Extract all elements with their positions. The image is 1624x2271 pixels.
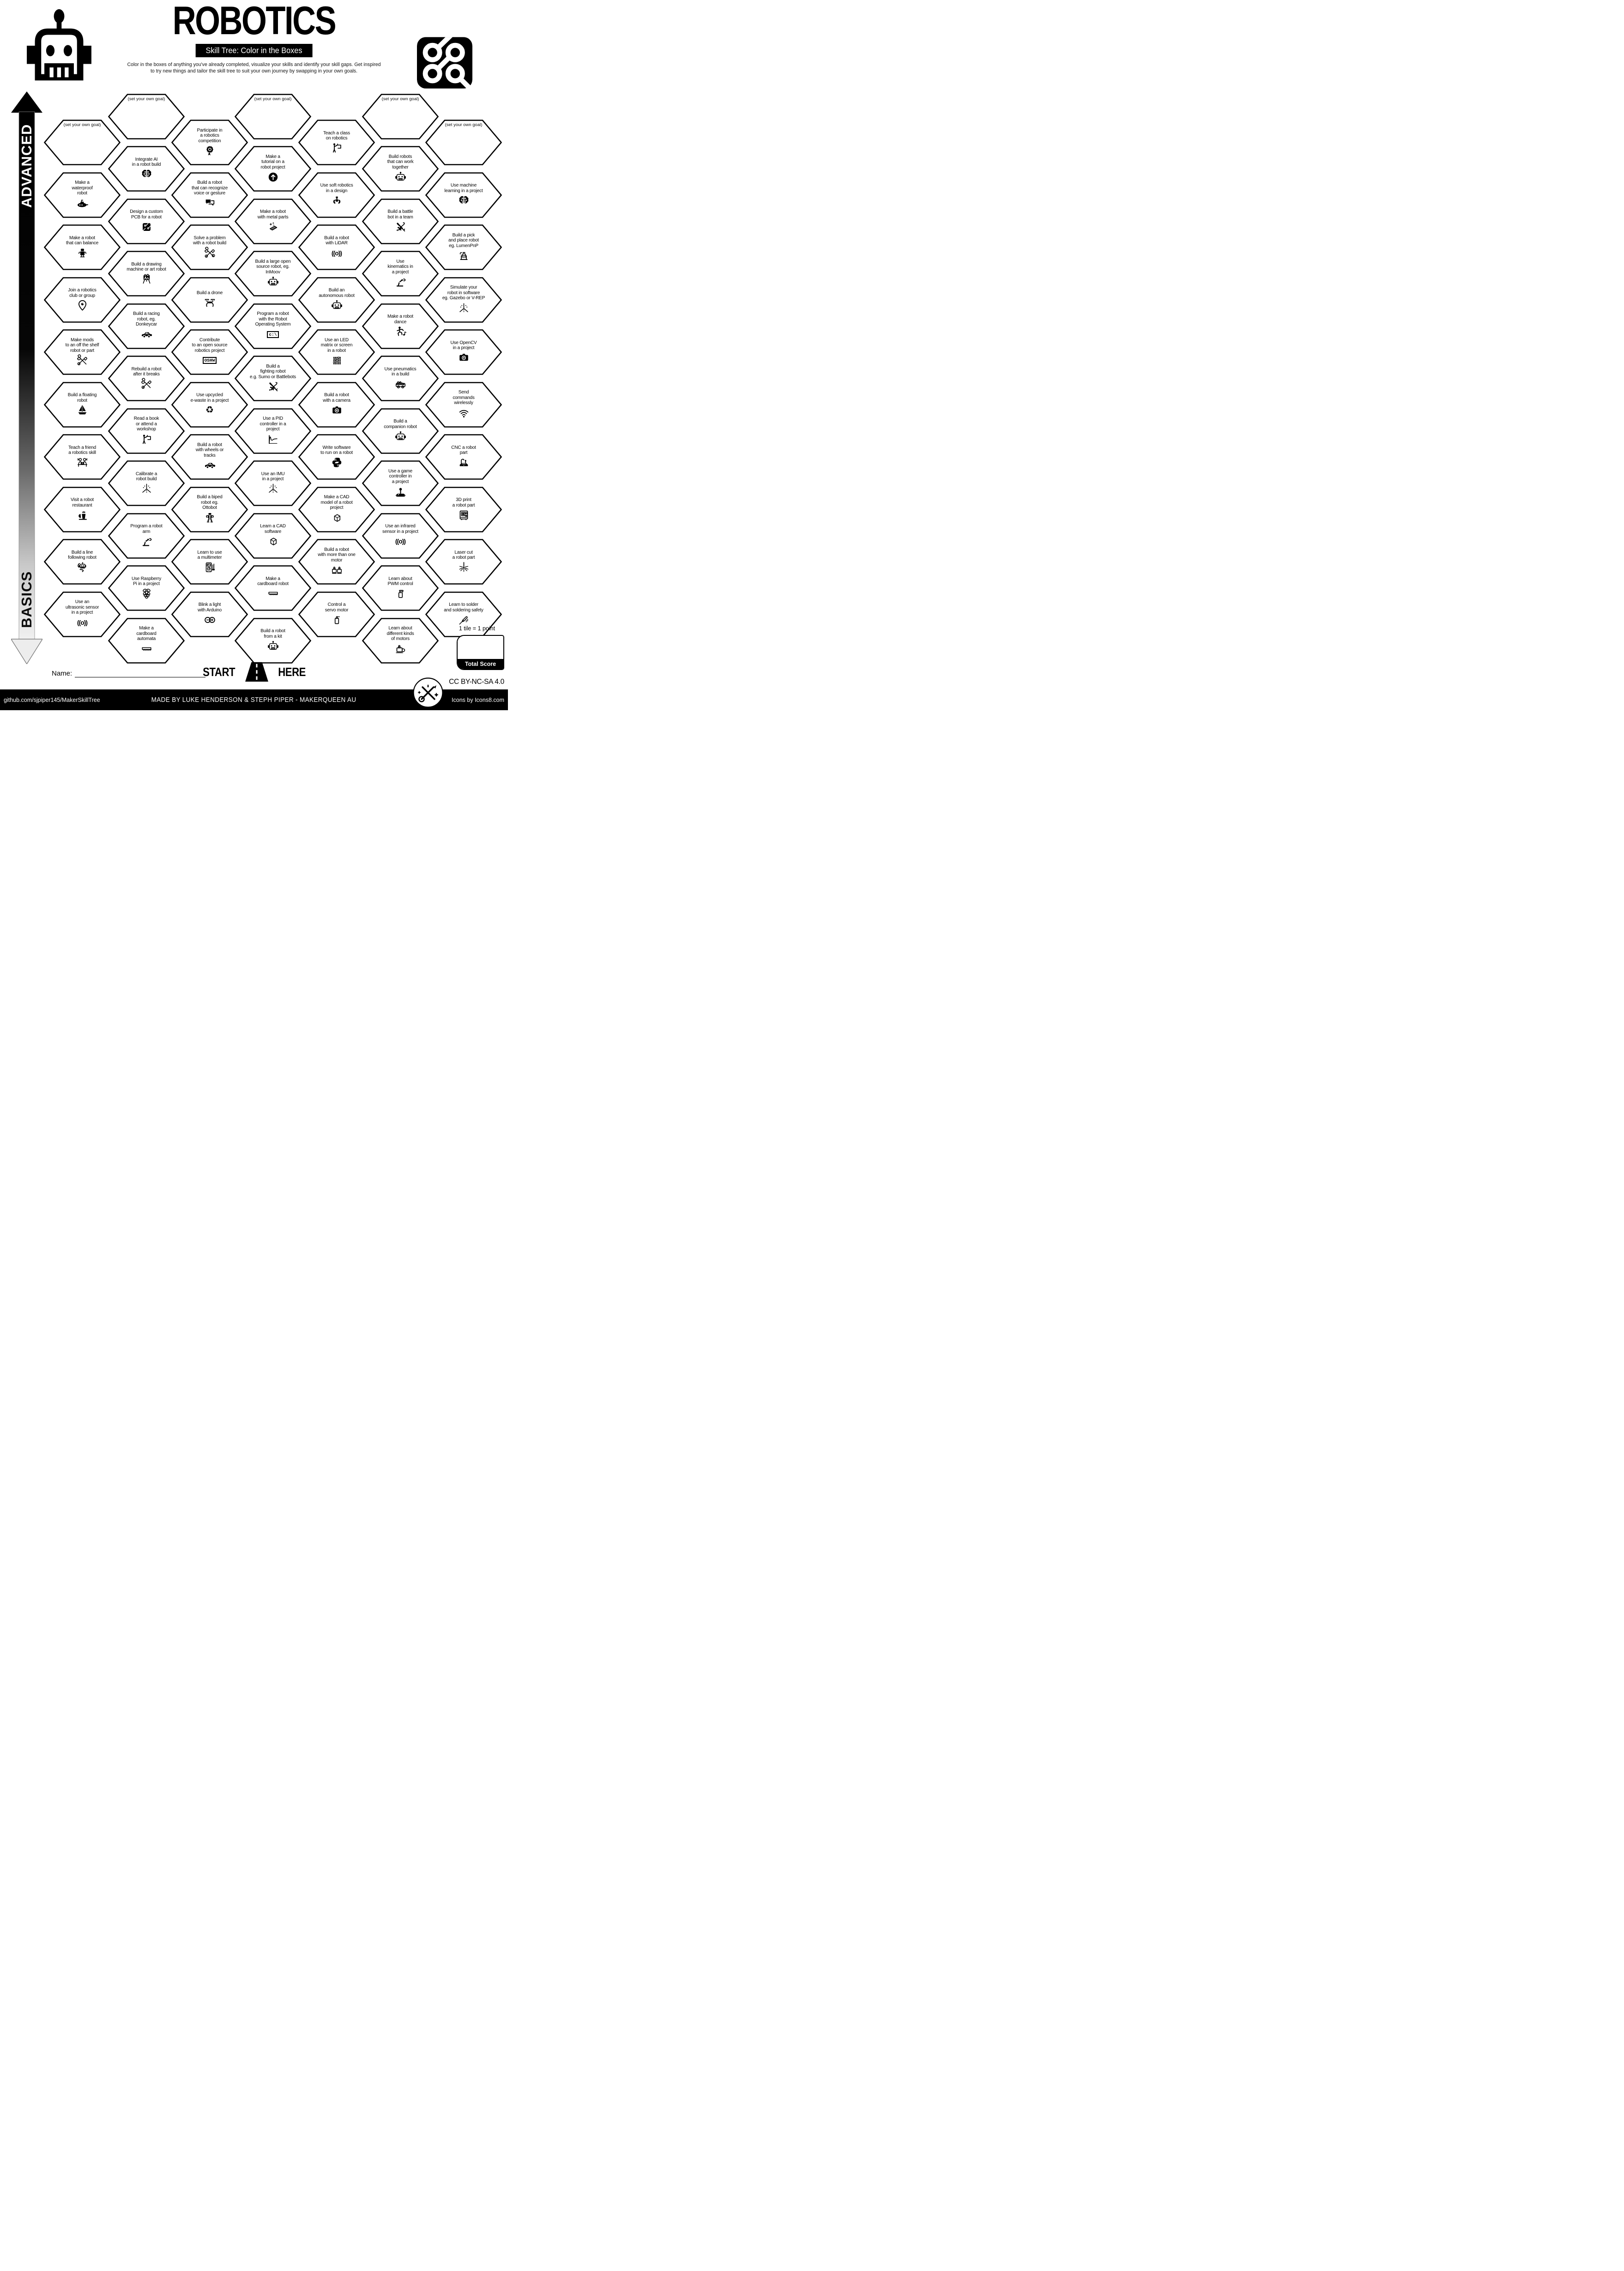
pid-curve-icon [267, 433, 279, 446]
license-text: CC BY-NC-SA 4.0 [449, 678, 504, 686]
tile-label: Use an ultrasonic sensor in a project [65, 599, 99, 616]
pcb-chip-icon [140, 221, 153, 233]
tile-label: Send commands wirelessly [453, 390, 475, 406]
tile-point-note: 1 tile = 1 point [459, 625, 495, 632]
tile-label: Build a large open source robot, eg. InMoov [255, 259, 291, 275]
cardboard-strip-icon [140, 643, 153, 655]
tile-label: Make a tutorial on a robot project [260, 154, 285, 170]
goal-label: (set your own goal) [445, 122, 483, 127]
skill-tile[interactable] [425, 224, 502, 270]
tile-label: Program a robot with the Robot Operating System [255, 311, 291, 327]
here-word: HERE [278, 664, 306, 679]
tile-label: Build a fighting robot e.g. Sumo or Battlebots [250, 363, 296, 380]
tile-label: Use Raspberry Pi in a project [131, 576, 162, 586]
crossed-tools-icon [76, 354, 89, 367]
skill-tile[interactable] [425, 329, 502, 375]
tile-label: Build a drone [196, 290, 223, 296]
tile-label: Build a racing robot, eg. Donkeycar [133, 311, 160, 327]
goal-label: (set your own goal) [254, 96, 292, 102]
tile-label: Learn a CAD software [260, 524, 286, 534]
tile-label: Build a robot with more than one motor [318, 547, 356, 563]
tile-label: Use kinematics in a project [387, 259, 413, 275]
award-rosette-icon [204, 145, 216, 157]
tile-label: Build a robot from a kit [260, 628, 285, 639]
line-robot-icon [76, 561, 89, 574]
tools-gear-icon [204, 247, 216, 259]
calibrate-star-icon [140, 483, 153, 495]
robot-arm-icon [140, 535, 153, 548]
tile-label: Visit a robot restaurant [70, 497, 94, 508]
car-icon [140, 328, 153, 341]
terminal-icon: c:\ [267, 328, 278, 341]
tile-label: Read a book or attend a workshop [133, 416, 159, 432]
tile-label: Teach a class on robotics [323, 130, 350, 141]
tile-label: Make a waterproof robot [72, 180, 93, 196]
name-label: Name: [52, 670, 72, 677]
tile-label: Write software to run on a robot [320, 445, 353, 455]
tile-label: Participate in a robotics competition [197, 127, 223, 144]
motor-icon [394, 643, 407, 655]
skill-tile[interactable] [425, 172, 502, 218]
tile-label: Build an autonomous robot [319, 288, 355, 298]
tile-label: Use machine learning in a project [444, 183, 483, 193]
raspberry-icon [140, 587, 153, 600]
goal-label: (set your own goal) [63, 122, 101, 127]
submarine-icon [76, 197, 89, 210]
goal-tile[interactable] [425, 120, 502, 165]
skill-tile[interactable] [425, 382, 502, 428]
brain-circuit-icon [140, 168, 153, 181]
description-line-2: to try new things and tailor the skill tree to suit your own journey by swapping in your own goals. [150, 68, 358, 74]
arduino-infinity-icon [204, 614, 216, 626]
tile-label: Build a battle bot in a team [387, 209, 413, 220]
laser-burst-icon [458, 561, 470, 574]
tile-label: Build a robot with LiDAR [324, 235, 349, 246]
tile-label: Build a biped robot eg. Ottobot [197, 495, 223, 511]
tile-label: Learn to use a multimeter [197, 550, 222, 560]
repo-link[interactable]: github.com/sjpiper145/MakerSkillTree [4, 696, 100, 703]
basics-label: BASICS [18, 571, 35, 628]
sonar-icon: ((o)) [331, 249, 342, 257]
camera-icon [331, 404, 343, 417]
tile-label: Build a pick and place robot eg. LumenPnP [448, 232, 479, 248]
tile-label: Build a robot with wheels or tracks [195, 442, 224, 458]
tile-label: Build robots that can work together [387, 154, 414, 170]
printer-3d-icon [458, 509, 470, 521]
person-board-icon [331, 142, 343, 154]
brain-circuit-icon [458, 194, 470, 207]
coffee-cup-icon [76, 509, 89, 521]
multimeter-icon [204, 561, 216, 574]
robot-head-icon [394, 430, 407, 443]
goal-label: (set your own goal) [381, 96, 419, 102]
python-icon [331, 456, 343, 469]
name-input-line[interactable] [75, 670, 205, 677]
tile-label: CNC a robot part [451, 445, 476, 455]
advanced-label: ADVANCED [18, 124, 35, 208]
tile-label: Program a robot arm [130, 524, 163, 534]
arrow-up-circle-icon [267, 171, 279, 183]
start-word: START [202, 664, 235, 679]
servo-motor-icon [331, 614, 343, 626]
led-matrix-icon [331, 354, 343, 367]
made-by-credit: MADE BY LUKE HENDERSON & STEPH PIPER - MAKERQUEEN AU [151, 696, 356, 704]
soldering-iron-icon [458, 614, 470, 626]
cardboard-strip-icon [267, 587, 279, 600]
tile-label: Build a floating robot [67, 393, 97, 403]
swords-icon [394, 221, 407, 233]
page-title: ROBOTICS [172, 0, 336, 43]
robot-arm-icon [394, 276, 407, 288]
tile-label: 3D print a robot part [452, 497, 475, 508]
sonar-icon: ((o)) [77, 619, 88, 627]
icons8-credit[interactable]: Icons by Icons8.com [452, 696, 504, 703]
joystick-icon [394, 485, 407, 498]
skill-tile[interactable] [425, 277, 502, 323]
skill-tile[interactable] [425, 487, 502, 532]
chat-bubbles-icon [204, 197, 216, 210]
tile-label: Use an LED matrix or screen in a robot [320, 337, 353, 353]
skill-tile[interactable] [425, 434, 502, 480]
tile-label: Use soft robotics in a design [320, 183, 353, 193]
tile-label: Make a cardboard automata [136, 626, 157, 642]
tile-label: Build a companion robot [384, 419, 417, 429]
tile-label: Use OpenCV in a project [450, 340, 477, 350]
tile-label: Use a PID controller in a project [260, 416, 286, 432]
road-icon [242, 661, 271, 683]
cad-cube-icon [267, 535, 279, 548]
pneumatic-van-icon [394, 378, 407, 390]
robot-head-icon [394, 171, 407, 183]
dance-icon [394, 326, 407, 338]
robot-head-icon [267, 640, 279, 652]
tile-label: Contribute to an open source robotics project [192, 337, 228, 353]
tile-label: Blink a light with Arduino [197, 602, 222, 613]
pick-place-icon [458, 249, 470, 262]
car-icon [204, 459, 216, 471]
cad-cube-icon [331, 512, 343, 524]
robot-head-icon [267, 276, 279, 288]
metal-sparkle-icon [267, 221, 279, 233]
balance-robot-icon [76, 247, 89, 259]
tile-label: Learn about PWM control [387, 576, 413, 586]
maker-tools-emblem [412, 677, 444, 710]
map-pin-icon [76, 299, 89, 312]
tile-label: Teach a friend a robotics skill [68, 445, 97, 455]
robotics-skill-tree-poster [0, 0, 508, 710]
crossed-tools-icon [140, 378, 153, 390]
tile-label: Make a CAD model of a robot project [320, 495, 353, 511]
tile-label: Build a robot that can recognize voice or gesture [191, 180, 228, 196]
tile-label: Use a game controller in a project [388, 468, 412, 484]
dual-motors-icon [331, 564, 343, 576]
description-line-1: Color in the boxes of anything you've already completed, visualize your skills and identify your skill gaps. Get inspired [127, 62, 381, 67]
tile-label: Use pneumatics in a build [384, 366, 417, 377]
biped-robot-icon [204, 512, 216, 524]
art-easel-icon [140, 273, 153, 285]
camera-icon [458, 351, 470, 364]
total-score-box [457, 635, 504, 670]
pwm-pump-icon [394, 587, 407, 600]
sonar-icon: ((o)) [395, 538, 406, 545]
total-score-bar: Total Score [458, 659, 503, 669]
score-entry-area[interactable] [458, 636, 503, 659]
tile-label: Build a robot with a camera [323, 393, 350, 403]
person-board-icon [140, 433, 153, 446]
tile-label: Control a servo motor [325, 602, 349, 613]
tile-label: Rebuild a robot after it breaks [131, 366, 162, 377]
tile-label: Make a cardboard robot [257, 576, 289, 586]
oshw-icon: OSHW [203, 354, 217, 367]
sailboat-icon [76, 404, 89, 417]
subtitle-text: Skill Tree: Color in the Boxes [205, 46, 302, 55]
tile-label: Use upcycled e-waste in a project [190, 393, 229, 403]
swords-icon [267, 381, 279, 393]
tile-label: Simulate your robot in software eg. Gazebo or V-REP [442, 285, 485, 301]
tile-label: Integrate AI in a robot build [132, 157, 161, 167]
teach-people-icon [76, 456, 89, 469]
tile-label: Make mods to an off the shelf robot or part [65, 337, 99, 353]
tile-label: Solve a problem with a robot build [193, 235, 226, 246]
cnc-machine-icon [458, 456, 470, 469]
drone-icon [204, 296, 216, 309]
tile-label: Laser cut a robot part [452, 550, 475, 560]
tile-label: Use an infrared sensor in a project [382, 524, 418, 534]
tile-label: Calibrate a robot build [135, 471, 157, 482]
tile-label: Join a robotics club or group [68, 288, 97, 298]
tile-label: Learn to solder and soldering safety [444, 602, 483, 613]
skill-tile[interactable] [425, 539, 502, 585]
calibrate-star-icon [458, 302, 470, 314]
tile-label: Make a robot dance [387, 314, 413, 325]
goal-label: (set your own goal) [127, 96, 165, 102]
tile-label: Design a custom PCB for a robot [130, 209, 163, 220]
claw-gripper-icon [331, 194, 343, 207]
calibrate-star-icon [267, 483, 279, 495]
tile-label: Learn about different kinds of motors [386, 626, 414, 642]
tile-label: Use an IMU in a project [261, 471, 285, 482]
robot-head-icon [331, 299, 343, 312]
recycle-icon: ♻ [205, 405, 214, 416]
tile-label: Build a drawing machine or art robot [127, 261, 166, 272]
tile-label: Make a robot with metal parts [257, 209, 289, 220]
tile-label: Make a robot that can balance [66, 235, 99, 246]
skill-hex-grid [0, 0, 508, 710]
wifi-icon [458, 407, 470, 419]
tile-label: Build a line following robot [68, 550, 97, 560]
